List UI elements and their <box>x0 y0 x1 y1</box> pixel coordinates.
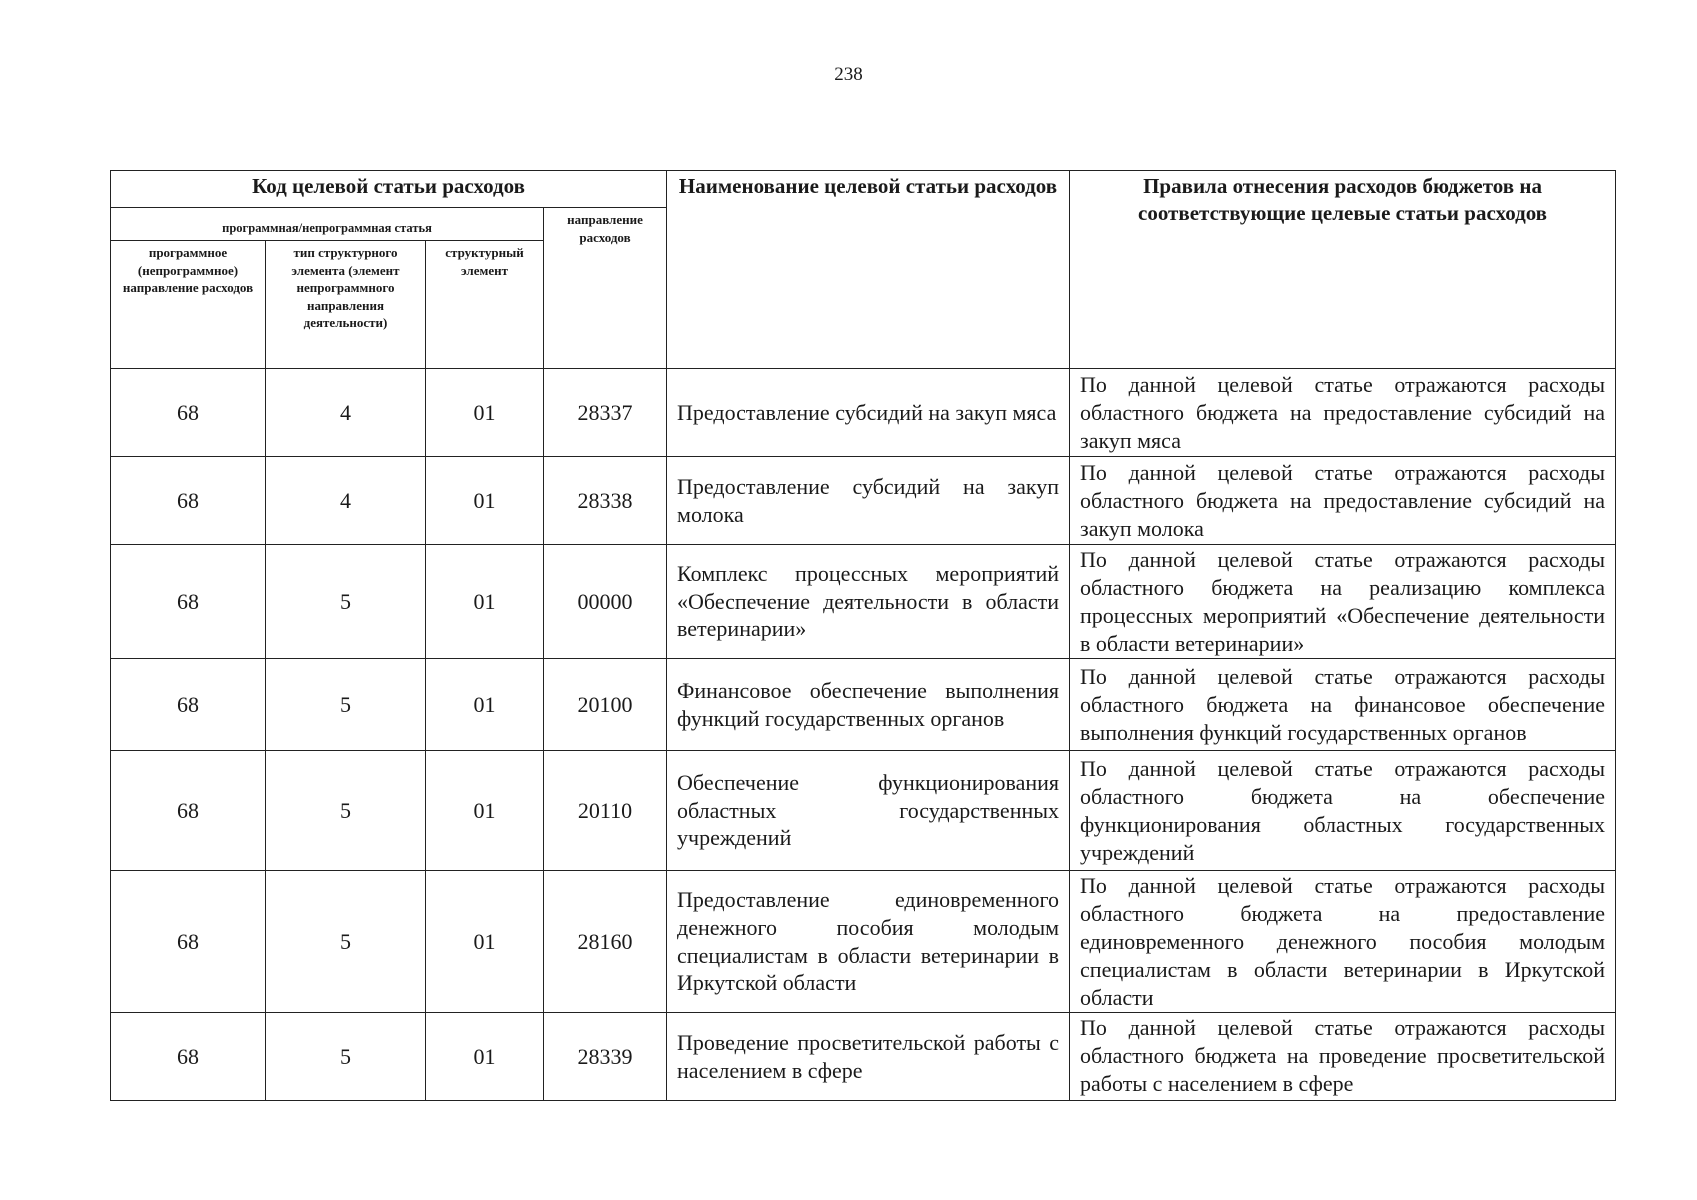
header-struct: структурный элемент <box>426 241 544 369</box>
cell-name: Финансовое обеспечение выполнения функций государственных органов <box>667 659 1070 751</box>
table-row <box>111 545 1616 659</box>
cell-type: 4 <box>266 457 426 545</box>
cell-direction: 28337 <box>544 369 667 457</box>
cell-name-text: Проведение просветительской работы с населением в сфере <box>677 1030 1060 1083</box>
header-rules: Правила отнесения расходов бюджетов на соответствующие целевые статьи расходов <box>1070 171 1616 369</box>
cell-program: 68 <box>111 457 266 545</box>
header-name: Наименование целевой статьи расходов <box>667 171 1070 369</box>
table-row <box>111 871 1616 1013</box>
budget-classification-table <box>110 170 1616 1101</box>
table-row <box>111 1013 1616 1101</box>
cell-program: 68 <box>111 751 266 871</box>
cell-program: 68 <box>111 369 266 457</box>
cell-name: Предоставление субсидий на закуп молока <box>667 457 1070 545</box>
table-row <box>111 751 1616 871</box>
header-code-group: Код целевой статьи расходов <box>111 171 667 208</box>
cell-name: Предоставление единовременного денежного пособия молодым специалистам в области ветеринарии в Иркутской области <box>667 871 1070 1013</box>
cell-program: 68 <box>111 871 266 1013</box>
cell-direction: 20100 <box>544 659 667 751</box>
page-number: 238 <box>834 64 863 85</box>
header-direction: направление расходов <box>544 208 667 369</box>
cell-direction: 28338 <box>544 457 667 545</box>
cell-program: 68 <box>111 1013 266 1101</box>
header-program-group: программная/непрограммная статья <box>111 208 544 241</box>
table-row <box>111 659 1616 751</box>
cell-rule: По данной целевой статье отражаются расходы областного бюджета на реализацию комплекса процессных мероприятий «Обеспечение деятельности в области ветеринарии» <box>1070 545 1616 659</box>
cell-type: 5 <box>266 871 426 1013</box>
cell-rule: По данной целевой статье отражаются расходы областного бюджета на предоставление субсидий на закуп молока <box>1070 457 1616 545</box>
cell-name: Комплекс процессных мероприятий «Обеспечение деятельности в области ветеринарии» <box>667 545 1070 659</box>
cell-type: 5 <box>266 545 426 659</box>
table-row <box>111 369 1616 457</box>
header-program: программное (непрограммное) направление расходов <box>111 241 266 369</box>
cell-rule: По данной целевой статье отражаются расходы областного бюджета на финансовое обеспечение выполнения функций государственных органов <box>1070 659 1616 751</box>
cell-direction: 00000 <box>544 545 667 659</box>
cell-name: Предоставление субсидий на закуп мяса <box>667 369 1070 457</box>
cell-program: 68 <box>111 545 266 659</box>
cell-type: 5 <box>266 1013 426 1101</box>
cell-rule: По данной целевой статье отражаются расходы областного бюджета на предоставление субсидий на закуп мяса <box>1070 369 1616 457</box>
cell-struct: 01 <box>426 871 544 1013</box>
cell-struct: 01 <box>426 369 544 457</box>
cell-rule: По данной целевой статье отражаются расходы областного бюджета на предоставление единовременного денежного пособия молодым специалистам в области ветеринарии в Иркутской области <box>1070 871 1616 1013</box>
cell-rule: По данной целевой статье отражаются расходы областного бюджета на обеспечение функционирования областных государственных учреждений <box>1070 751 1616 871</box>
table-row <box>111 457 1616 545</box>
cell-rule <box>1070 1013 1616 1101</box>
header-type: тип структурного элемента (элемент непрограммного направления деятельности) <box>266 241 426 369</box>
cell-rule-text: По данной целевой статье отражаются расходы областного бюджета на проведение просветительской работы с населением в сфере <box>1080 1015 1606 1096</box>
cell-struct: 01 <box>426 751 544 871</box>
cell-struct: 01 <box>426 1013 544 1101</box>
cell-type: 5 <box>266 659 426 751</box>
cell-struct: 01 <box>426 659 544 751</box>
cell-direction: 20110 <box>544 751 667 871</box>
cell-type: 5 <box>266 751 426 871</box>
cell-name: Обеспечение функционирования областных государственных учреждений <box>667 751 1070 871</box>
cell-direction: 28160 <box>544 871 667 1013</box>
cell-struct: 01 <box>426 545 544 659</box>
cell-direction: 28339 <box>544 1013 667 1101</box>
cell-program: 68 <box>111 659 266 751</box>
cell-name <box>667 1013 1070 1101</box>
cell-type: 4 <box>266 369 426 457</box>
cell-struct: 01 <box>426 457 544 545</box>
